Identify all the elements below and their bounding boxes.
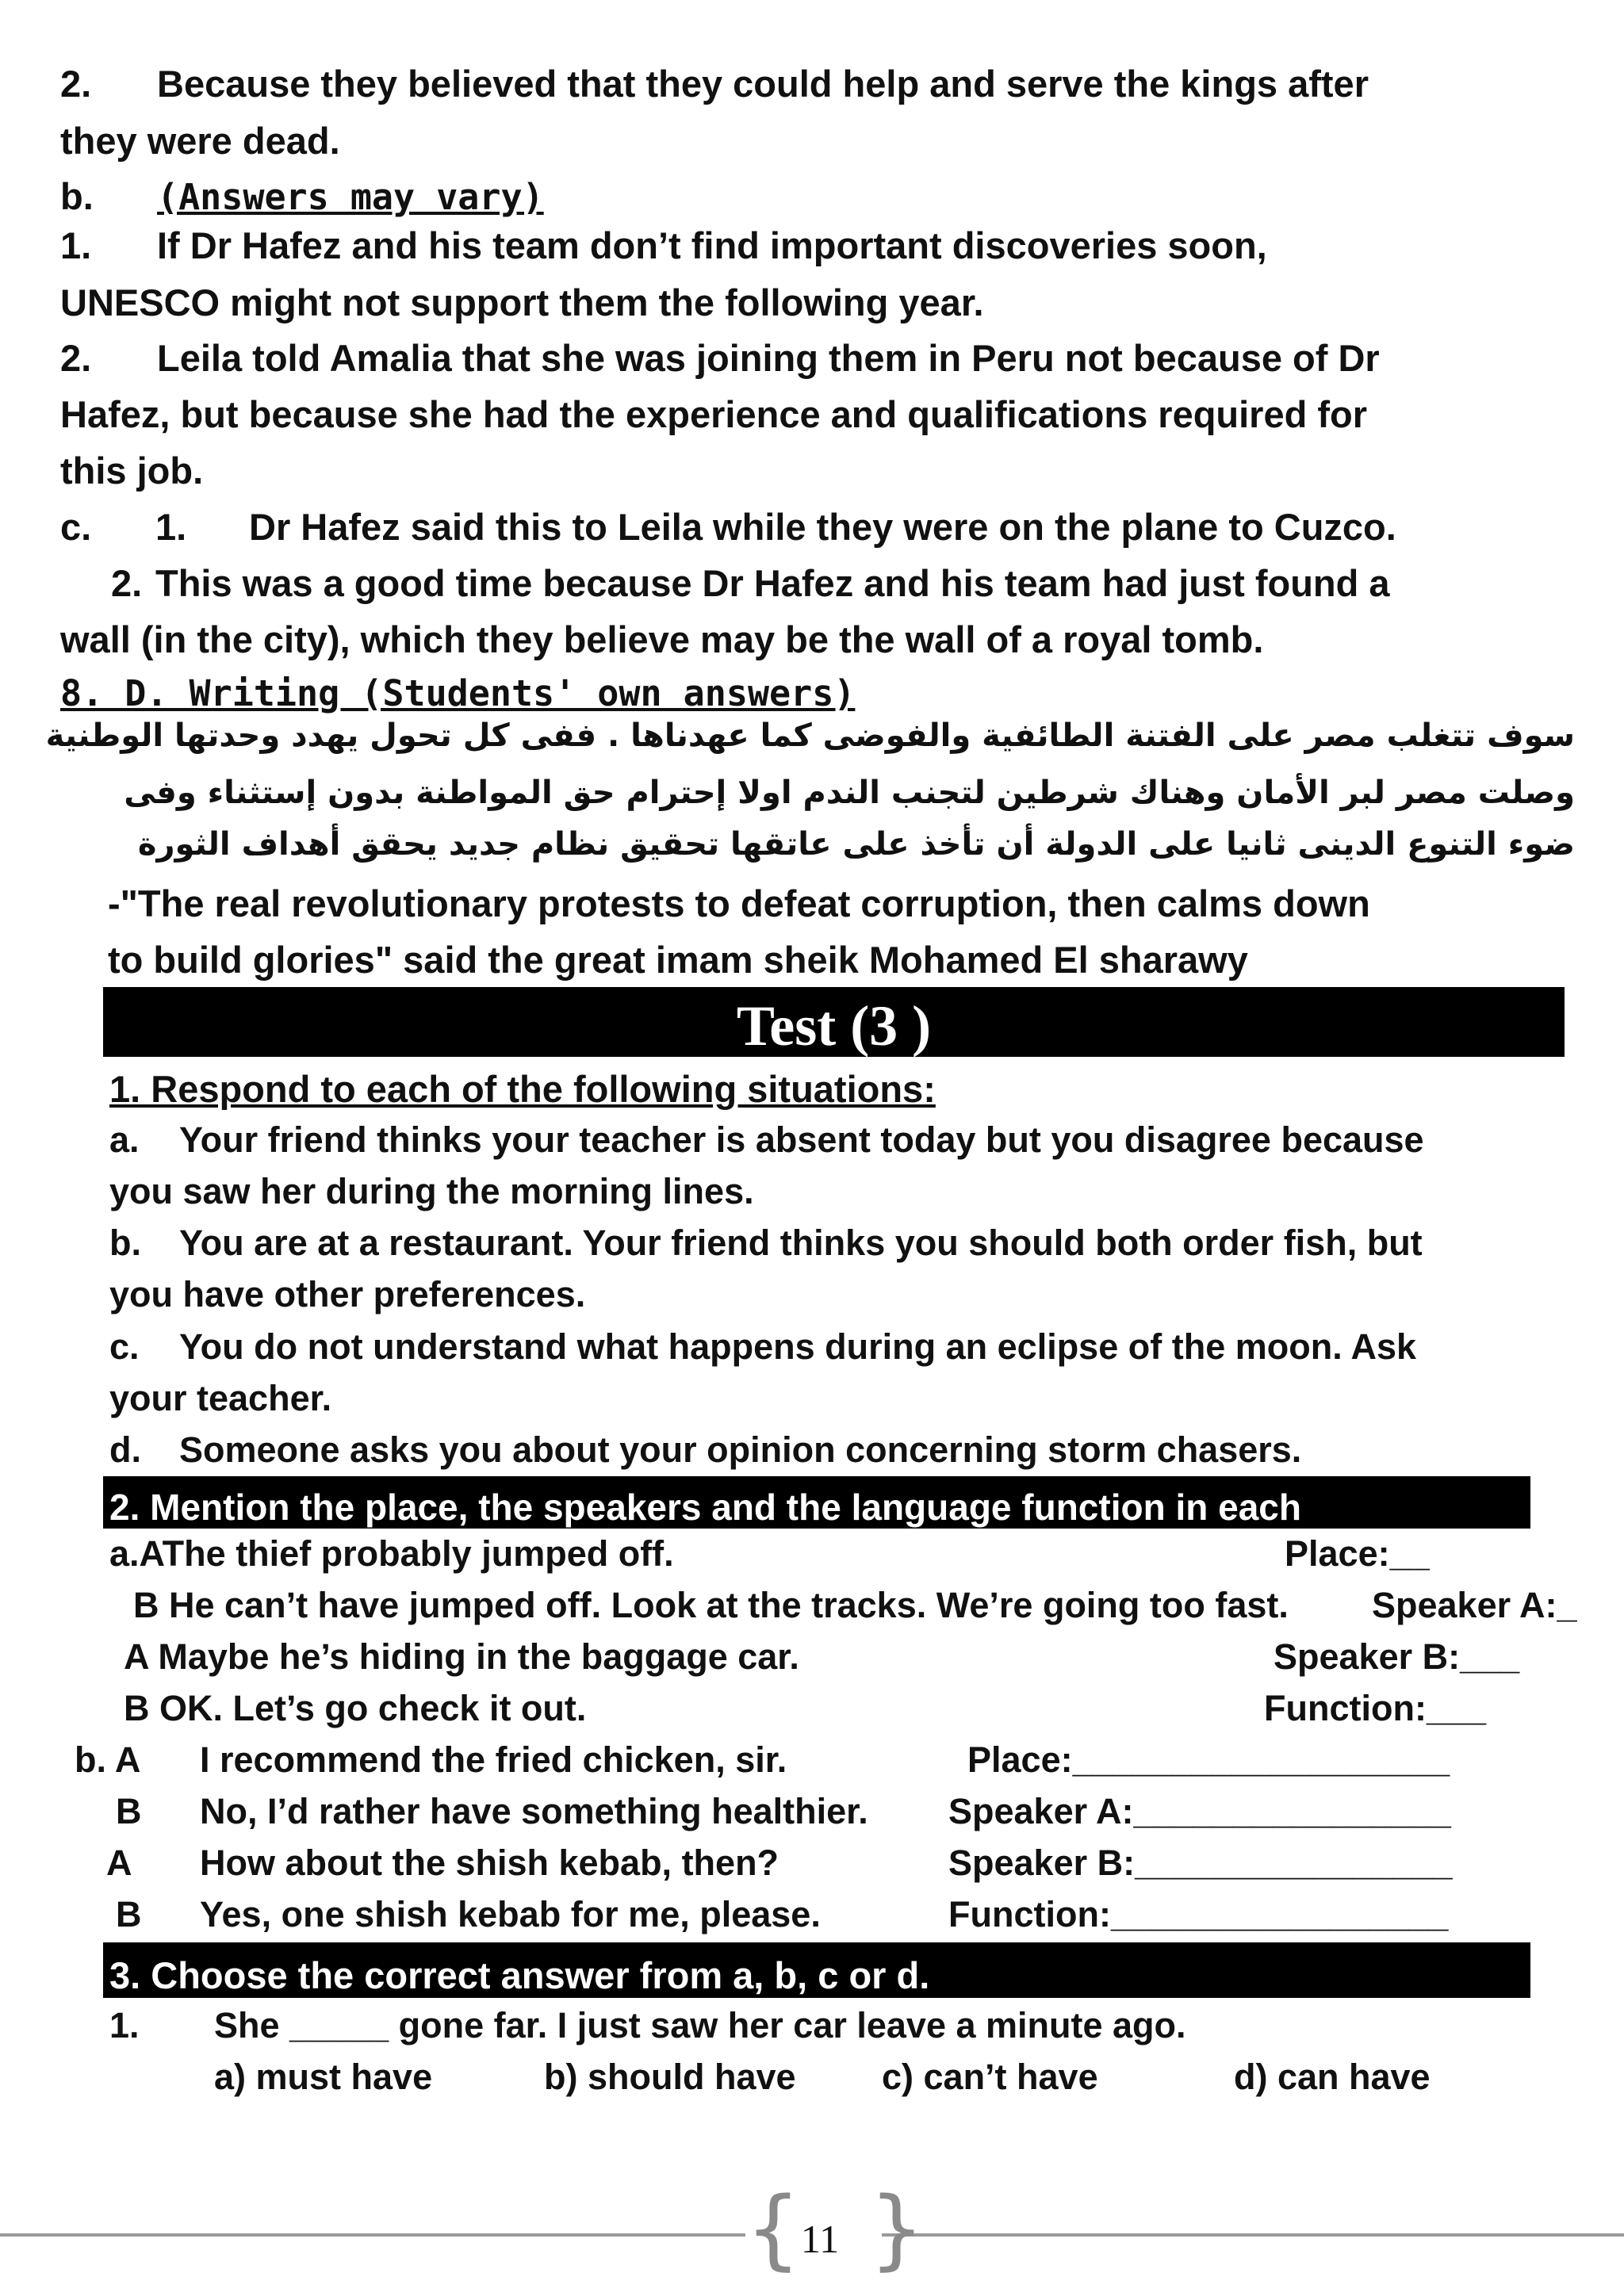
mcq-option-b: b) should have [544,2057,796,2097]
answer-line: this job. [60,450,204,492]
answer-text: Dr Hafez said this to Leila while they were on the plane to Cuzco. [249,506,1396,548]
section3-heading-bar [103,1942,1530,1998]
answer-c1 [60,506,1396,548]
dialogue-a-line: A Maybe he’s hiding in the baggage car. [124,1636,799,1677]
answer-line: Hafez, but because she had the experience and qualifications required for [60,393,1368,435]
item-number: 2. [60,337,92,379]
situation-text: Someone asks you about your opinion concerning storm chasers. [179,1429,1302,1470]
situation-c [109,1326,1417,1367]
answer-c2 [111,564,1390,602]
answer-line: UNESCO might not support them the following year. [60,281,984,323]
situation-c-cont: your teacher. [109,1378,332,1418]
item-label: a. [109,1119,140,1160]
mcq-option-a: a) must have [214,2057,433,2097]
item-label: b. [60,175,94,217]
footer-rule-left [0,2233,745,2237]
dialogue-a-line: a.AThe thief probably jumped off. [109,1533,674,1574]
arabic-line-1: سوف تتغلب مصر على الفتنة الطائفية والفوضى كما عهدناها . ففى كل تحول يهدد وحدتها الوطنية [45,718,1575,754]
item-number: 2. [60,63,92,105]
right-brace-ornament: } [869,2178,925,2279]
section3-heading: 3. Choose the correct answer from a, b, c or d. [109,1954,930,1996]
item-label: d. [109,1429,141,1470]
speaker-b-field: Speaker B:___ [1274,1636,1520,1677]
question-text: She _____ gone far. I just saw her car leave a minute ago. [214,2005,1186,2045]
answer-b2 [60,339,1380,377]
dialogue-a-line: B He can’t have jumped off. Look at the tracks. We’re going too fast. [133,1585,1289,1625]
dialogue-text: Yes, one shish kebab for me, please. [200,1894,821,1934]
answers-may-vary: (Answers may vary) [157,176,544,218]
situation-text: You do not understand what happens during an eclipse of the moon. Ask [179,1326,1417,1367]
speaker-label: B [116,1791,142,1831]
dialogue-a-line: B OK. Let’s go check it out. [124,1688,587,1728]
place-field: Place:___________________ [967,1739,1450,1780]
answer-a2 [60,63,1369,105]
dialogue-b-line [75,1845,779,1881]
answer-text: Leila told Amalia that she was joining them in Peru not because of Dr [157,337,1380,379]
dialogue-b-line [75,1896,821,1932]
item-label: b. [109,1223,141,1263]
place-field: Place:__ [1285,1533,1430,1574]
item-number: 1. [60,224,92,266]
mcq-option-d: d) can have [1234,2057,1431,2097]
situation-text: Your friend thinks your teacher is absent today but you disagree because [179,1119,1424,1160]
arabic-line-3: ضوء التنوع الدينى ثانيا على الدولة أن تأخذ على عاتقها تحقيق نظام جديد يحقق أهداف الثورة [137,826,1575,863]
speaker-label: A [106,1843,132,1883]
quote-line-1: -"The real revolutionary protests to defeat corruption, then calms down [108,882,1370,924]
page-number: 11 [800,2217,840,2261]
test-title-bar [103,987,1565,1057]
speaker-label: b. A [75,1739,141,1780]
footer-rule-right [882,2233,1624,2237]
situation-a [109,1119,1424,1160]
function-field: Function:_________________ [948,1894,1449,1934]
writing-heading [60,672,856,714]
dialogue-text: How about the shish kebab, then? [200,1843,779,1883]
answer-b1 [60,224,1267,266]
dialogue-text: No, I’d rather have something healthier. [200,1791,868,1831]
dialogue-b-line [75,1793,868,1829]
answer-b-heading [60,175,544,218]
function-field: Function:___ [1264,1688,1487,1728]
left-brace-ornament: { [745,2178,801,2279]
situation-b-cont: you have other preferences. [109,1274,586,1314]
answer-text: This was a good time because Dr Hafez and his team had just found a [155,562,1390,604]
item-number: 1. [155,506,187,548]
situation-text: You are at a restaurant. Your friend thinks you should both order fish, but [179,1223,1423,1263]
item-number: 1. [109,2005,140,2045]
item-label: c. [109,1326,140,1367]
section2-heading: 2. Mention the place, the speakers and the language function in each [109,1487,1301,1528]
situation-b [109,1225,1423,1261]
writing-heading-text: 8. D. Writing (Students' own answers) [60,672,856,714]
situation-d [109,1429,1302,1470]
mcq-question [109,2007,1186,2043]
section2-heading-bar [103,1476,1530,1529]
answer-text: If Dr Hafez and his team don’t find important discoveries soon, [157,224,1267,266]
arabic-line-2: وصلت مصر لبر الأمان وهناك شرطين لتجنب الندم اولا إحترام حق المواطنة بدون إستثناء وفى [124,775,1575,811]
speaker-a-field: Speaker A:________________ [948,1791,1451,1831]
answer-text: Because they believed that they could help and serve the kings after [157,63,1369,105]
speaker-b-field: Speaker B:________________ [948,1843,1453,1883]
mcq-option-c: c) can’t have [882,2057,1098,2097]
answer-line: wall (in the city), which they believe may be the wall of a royal tomb. [60,618,1264,660]
dialogue-text: I recommend the fried chicken, sir. [200,1739,787,1780]
item-number: 2. [111,562,143,604]
item-label: c. [60,506,92,548]
situation-a-cont: you saw her during the morning lines. [109,1171,754,1211]
section1-heading: 1. Respond to each of the following situations: [109,1068,936,1110]
quote-line-2: to build glories" said the great imam sheik Mohamed El sharawy [108,939,1248,981]
speaker-a-field: Speaker A:_ [1372,1585,1577,1625]
speaker-label: B [116,1894,142,1934]
test-title: Test (3 ) [736,994,932,1058]
answer-line: they were dead. [60,120,340,162]
dialogue-b-line [75,1739,787,1780]
